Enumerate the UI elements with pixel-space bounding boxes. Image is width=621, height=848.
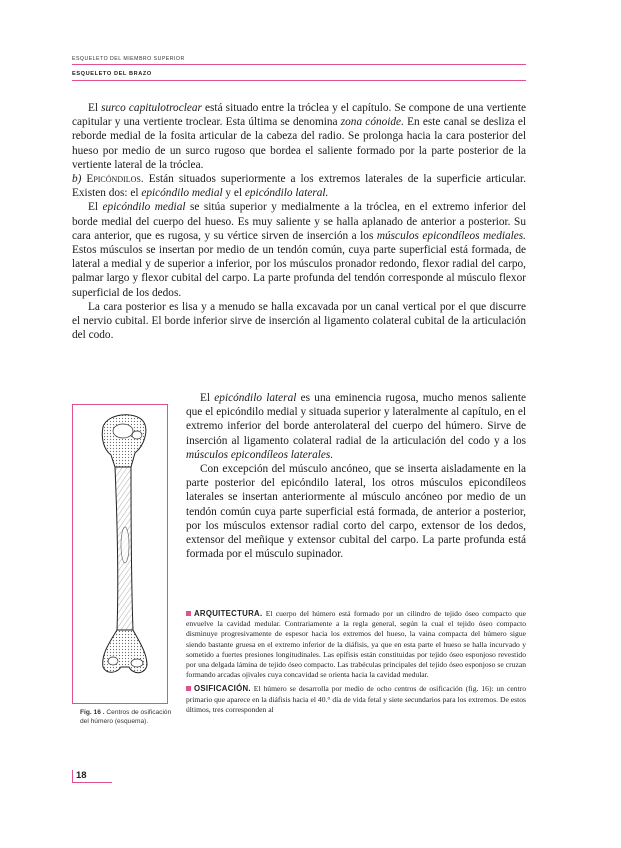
section-header: ESQUELETO DEL BRAZO bbox=[72, 71, 526, 81]
right-column-text bbox=[186, 391, 526, 561]
paragraph-epicondilo-lateral bbox=[186, 391, 526, 462]
p3-lead: El bbox=[88, 201, 103, 214]
notes-section bbox=[186, 609, 526, 719]
main-text bbox=[72, 101, 526, 342]
bullet-square-icon bbox=[186, 686, 191, 691]
note-arquitectura-heading: ARQUITECTURA. bbox=[194, 609, 263, 618]
figure-label: Fig. 16 . bbox=[80, 709, 105, 716]
figure-caption bbox=[80, 709, 172, 726]
p2-text-2: y el bbox=[222, 187, 245, 200]
humerus-illustration bbox=[73, 405, 169, 705]
bullet-square-icon bbox=[186, 611, 191, 616]
paragraph-epicondilos bbox=[72, 172, 526, 200]
note-osificacion-text: El húmero se desarrolla por medio de ocho centros de osificación (fig. 16): un centro primario que aparece en la diáfisis hacia el 40.° día de vida fetal y siete secundarios para los extremos. De estos últimos, tres corresponden al bbox=[186, 684, 526, 714]
p3-text-1: se sitúa superior y medialmente a la tróclea, en el extremo inferior del borde medial del cuerpo del hueso. Es muy saliente y se halla aplanado de anterior a posterior. Su cara anterior, que es rugosa, y su vértice sirven de inserción a los bbox=[72, 201, 526, 242]
page-number: 18 bbox=[72, 770, 112, 783]
p5-text-1: es una eminencia rugosa, mucho menos saliente que el epicóndilo medial y situada superior y lateralmente al capítulo, en el extremo inferior del borde anterolateral del cuerpo del húmero. Sirve de inserción al ligamento colateral radial de la articulación del codo y a los bbox=[186, 392, 526, 447]
note-osificacion-heading: OSIFICACIÓN. bbox=[194, 684, 251, 694]
p1-term-2: zona cónoide. bbox=[340, 116, 404, 129]
paragraph-cara-posterior: La cara posterior es lisa y a menudo se halla excavada por un canal vertical por el que discurre el nervio cubital. El borde inferior sirve de inserción al ligamento colateral cubital de la articulación del codo. bbox=[72, 300, 526, 342]
paragraph-epicondilo-medial bbox=[72, 200, 526, 299]
paragraph-surco bbox=[72, 101, 526, 172]
paragraph-anconeo: Con excepción del músculo ancóneo, que se inserta aisladamente en la parte posterior del epicóndilo lateral, los otros músculos epicondíleos laterales se insertan anteriormente al músculo ancóneo por medio de un tendón común cuya parte superficial está formada, de anterior a posterior, por los músculos extensor radial corto del carpo, extensor de los dedos, extensor del meñique y extensor cubital del carpo. La parte profunda está formada por el músculo supinador. bbox=[186, 463, 526, 561]
p5-term-2: músculos epicondíleos laterales. bbox=[186, 448, 334, 461]
running-header: ESQUELETO DEL MIEMBRO SUPERIOR bbox=[72, 56, 526, 65]
p5-term-1: epicóndilo lateral bbox=[214, 392, 297, 404]
figure-caption-text: Centros de osificación del húmero (esquema). bbox=[80, 709, 172, 725]
p2-label: b) bbox=[72, 173, 87, 186]
p2-heading: Epicóndilos. bbox=[86, 173, 144, 186]
p3-term-1: epicóndilo medial bbox=[102, 201, 186, 214]
p2-text-1: Están situados superiormente a los extremos laterales de la superficie articular. Existen dos: el bbox=[72, 173, 526, 200]
figure-humerus bbox=[72, 404, 168, 704]
p5-lead: El bbox=[200, 392, 215, 404]
p1-text-2: En este canal se desliza el reborde medial de la fosita articular de la cabeza del radio. Se prolonga hacia la cara posterior del hueso por medio de un surco rugoso que bordea el saliente formado por la parte posterior de la vertiente lateral de la tróclea. bbox=[72, 116, 526, 171]
note-arquitectura bbox=[186, 609, 526, 680]
note-arquitectura-text: El cuerpo del húmero está formado por un cilindro de tejido óseo compacto que envuelve la cavidad medular. Contrariamente a la regla general, según la cual el tejido óseo compacto disminuye progresivamente de espesor hacia los extremos del hueso, la vaina compacta del húmero sigue siendo bastante gruesa en el extremo inferior de la diáfisis, ya que en esta parte el hueso se halla incurvado y sometido a fuertes presiones longitudinales. Las epífisis están constituidas por tejido óseo esponjoso revestido por una delgada lámina de tejido óseo compacto. Las trabéculas principales del tejido óseo esponjoso se cruzan formando arcadas ojivales cuya concavidad se orienta hacia la cavidad medular. bbox=[186, 609, 526, 680]
p2-term-1: epicóndilo medial bbox=[141, 187, 223, 200]
p3-term-2: músculos epicondíleos mediales. bbox=[376, 229, 526, 242]
note-osificacion bbox=[186, 684, 526, 715]
p1-text-1: está situado entre la tróclea y el capítulo. Se compone de una vertiente capitular y una vertiente troclear. Esta última se denomina bbox=[72, 102, 526, 129]
p3-text-2: Estos músculos se insertan por medio de un tendón común, cuya parte superficial está formada, de lateral a medial y de superior a inferior, por los músculos pronador redondo, flexor radial del carpo, palmar largo y flexor cubital del carpo. La parte profunda del tendón corresponde al músculo flexor superficial de los dedos. bbox=[72, 244, 526, 299]
humerus-head bbox=[102, 415, 146, 467]
p2-term-2: epicóndilo lateral. bbox=[244, 187, 329, 200]
p1-term: surco capitulotroclear bbox=[101, 102, 202, 114]
p1-lead: El bbox=[88, 102, 102, 114]
